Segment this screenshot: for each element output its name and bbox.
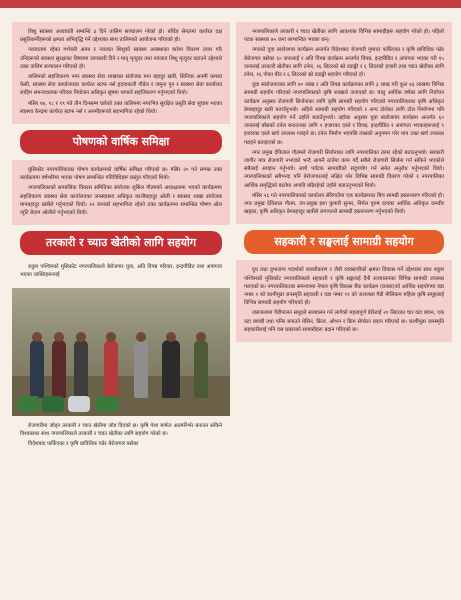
top-color-band <box>0 0 461 8</box>
vegetable-support-article-box <box>236 22 452 224</box>
left-column <box>12 22 230 600</box>
cooperative-article-box <box>236 260 452 342</box>
paragraph: मंसिर २६ गते नगरपालिकाको कार्यालय सेरिगाउँमा एक कार्यक्रमका बिच सामग्री हस्तान्तरण गरिएको हो। नगर प्रमुख देविलाल गौतम, उप-प्रमुख इशा कुमारी सुनार, निर्मल पुरुष दायका आर्थिक अधिकृत जनवीर खड्का, कृषि अधिकृत प्रेमबहादुर खत्रीले लगायतले सामाग्री हस्तान्तरण गर्नुभएको थियो। <box>244 192 444 216</box>
paragraph: रोजगारीमा जोड्न तरकारी र च्याउ खेतीमा जोड दिएको छ। कृषि पेशा मार्फत आत्मनिर्भर बनाउन सकिने विश्वासका साथ नगरपालिकाले तरकारी र च्याउ खेतीका लागि सहयोग गरेको छ। <box>20 422 222 437</box>
paragraph: युवा स्वरोजगारका लागि ४० लाख र अति विपन्न कार्यक्रमका लागि ३ लाख गरी कुल ४३ लाखमा विभिन्न सामाग्री सहयोग गरिएको नगरपालिकाको कृषि शाखाले जनाएको छ। चालु आर्थिक वर्षका लागि निर्वाचन कार्यक्रम अनुसार रोजगारी सिर्जनाका लागि कृषि सामाग्री सहयोग गरिएको नगरपालिकाका कृषि अधिकृत प्रेमबहादुर खत्री बताउँनुभयो। अहिले सामाग्री सहयोग गरिएको र अन्य टोलेका लागि टोल निर्माणमा पनि नगरपालिकाले सहयोग गर्ने उहाँले बताउँनुभयो। उहाँका अनुसार युवा स्वरोजगार कार्यक्रम अन्तर्गत ६० जनालाई बाँसको टनेल बनाउनका लागि ९ हजारका दरले र विपन्न, इन्द्रपीडित र अपांगता भएकाहरूलाई ९ हजारका दरले खर्च उपलब्ध गराइने छ। टनेल निर्माण भएपछि त्यसको अनुगमन गरेर मात्र उक्त खर्च उपलब्ध गराइने बताइएको छ। <box>244 82 444 146</box>
paragraph: रुकुम पश्चिमको मुसिकोट नगरपालिकाले बेरोजगार युवा, अति विपन्न परिवार, इन्द्रपीडित तथा अपांगता भएका व्यक्तिहरूलाई <box>20 264 222 279</box>
paragraph: शिशु स्वास्थ्य अध्यावती सम्बन्धि ३ दिने तालिम सञ्चालन गरेको हो। बर्थिङ सेन्टरमा कार्यरत दक्ष प्रसुतिकर्मीहरूको क्षमता अभिवृद्धि गर्ने उद्देश्यका साथ तालिमको आयोजना गरिएको हो। <box>20 29 222 44</box>
paragraph: नगरको युवा स्वरोजगार कार्यक्रम अन्तर्गत विदेशबाट रोजगारी गुमाएर फर्किएका र कृषि प्राविधिक पढेर बेरोजगार बसेका ६० जनालाई र अति विपन्न कार्यक्रम अन्तर्गत विपन्न, इन्द्रपीडित र अपांगता भएका गरी १५ जनालाई तरकारी खेतीका लागि टनेल, १६ लिटरको स्प्रे ट्याङ्की र ६ लिटरको हजारी तथा च्याउ खेतीका लागि टनेल, १६ पोका बीउ र ६ लिटरको स्प्रे ट्याङ्की सहयोग गरिएको हो। <box>244 47 444 79</box>
paragraph: मुसिकोट नगरपालिकाका पोषण कार्यक्रमको वार्षिक समिक्षा गरिएको छ। मंसिर २० गते सम्पन्न उक्त कार्यक्रममा वर्षभरिमा भएका पोषण सम्बन्धित गतिविधिहरू प्रस्तुत गरिएको थियो। <box>20 167 222 182</box>
paragraph: जलजलामा गैडीपालन समूहले सञ्चालन गर्न लागेको महत्वपूर्ण डेरीलाई २० लिटरका चार वटा क्यान, एक वटा क्याबी तथा पनिर बनाउने मेसिन, फ्रिज, ओभन र फ्रिम सेपरेटर प्रदान गरिएको छ। कामीमुडा जनस्मृति सहकारीलाई पनि यस प्रकारको सामाग्रीहरू प्रदान गरिएको छ। <box>244 310 444 333</box>
nutrition-review-heading: पोषणको वार्षिक समिक्षा <box>20 130 222 154</box>
paragraph: नवजातमा रहेका गर्भवती आमा र नवजात शिशुको स्वास्थ्य अवस्थाका बारेमा विवरण तयार गरि उनिहरूको स्वास्थ्य सुरक्षाका विषयमा जानकारी दिने र मातृ मृत्युदर तथा नवजात शिशु मृत्युदर घटाउने उद्देश्यले उक्त तालिम सञ्चालन गरिएको हो। <box>20 47 222 70</box>
right-column <box>236 22 452 600</box>
vegetable-mushroom-heading: तरकारी र च्याउ खेतीको लागि सहयोग <box>20 231 222 255</box>
handover-photo <box>12 288 230 416</box>
nutrition-article-box <box>12 160 230 225</box>
paragraph: नगर प्रमुख देविलाल गौतमले रोजगारी सिर्जनाका लागि नगरपालिका तत्पर रहेको बताउनुभयो। सरकारी जागीर मात्र रोजगारी नभएको भन्दै आफ्नै ठाउँमा काम गर्दै सबैले रोजगारी सिर्जना गर्न सकिने भएकोले सबैलाई आव्हान गर्नुभयो। साथै पर्यटक सामाग्रीको सदुपयोग गर्न समेत अनुरोध गर्नुभएको थियो। नगरपालिकाको सबैभन्दा पनि बेरोजगारलाई लक्षित गरेर विभिन्न सामाग्री वितरण गरेको र नगरपालिका आर्थिक समृद्धिको बाटोमा अगाडि बढिरहेको उहाँले बताउनुभएको थियो। <box>244 149 444 189</box>
cooperative-support-heading: सहकारी र सङ्घलाई सामाग्री सहयोग <box>244 230 444 254</box>
training-article-box <box>12 22 230 124</box>
paragraph: नगरपालिकाको सामाजिक विकास समितिका संयोजक शुसिल गौतमको अध्यक्षतामा भएको कार्यक्रममा सहजिकरण स्वास्थ्य सेवा कार्यालयका जनस्वास्थ्य अधिकृत कालीबहादुर ओली र स्वास्थ्य शाखा संयोजक मानबहादुर खत्रीले गर्नुभएको थियो। २२ जनाको सहभागिता रहेको उक्त कार्यक्रममा सम्बन्धित पोषण ओल न्युटि बेदाम ओलीले गर्नुभएको थियो। <box>20 185 222 217</box>
vegetable-article-continued <box>12 420 230 453</box>
paragraph: दुध तथा दुग्धजन्य पदार्थको बजारीकरण र जैवी व्यवसायीको क्षमता विकास गर्ने उद्देश्यका साथ रुकुम पश्चिमको मुसिकोट नगरपालिकाले सहकारी र कृषि सङ्घलाई दैनी सञ्चालनका विभिन्न सामाग्री उपलब्ध गराएको छ। नगरपालिकाका समन्वयमा नेपाल कृषि विकास बैंक कार्यक्रम (प्रवास)को आर्थिक सहयोगमा वडा नम्बर ९ को कामीमुडा जनस्मृति सहकारी र वडा नम्बर ११ को जलजला गैडी मौलिकम महिला कृषि समूहलाई विभिन्न सामाग्री सहयोग गरिएको हो। <box>244 267 444 307</box>
paragraph: विदेशबाट फर्किएका र कृषि प्राविधिक पढेर बेरोजगार बसेका <box>28 441 139 448</box>
paragraph: नगरपालिकाले तरकारी र च्याउ खेतीका लागि आवश्यक विभिन्न सामाग्रीहरू सहयोग गरेको हो। पहिलो पटक स्वस्थ्यर ७५ जना लाभान्वित भएका छन्। <box>244 29 444 44</box>
paragraph: मंसिर १७, १८ र १९ गते तीन दिनसम्म चलेको उक्त तालिममा नगरभित्र सुरक्षित प्रसूति सेवा सुचारु भएका स्वास्थ्य केन्द्रमा कार्यरत स्टाफ नर्स र अनमीहरूको सहभागिता रहेको थियो। <box>20 100 222 115</box>
vegetable-article-intro <box>12 261 230 283</box>
paragraph: तालिमको सहजिकरण नगर स्वास्थ्य सेवा शाखाका संयोजक मान बहादुर खत्री, सिनियर अनमी कमला केसी, स्वास्थ्य सेवा कार्यालयका कार्यरत स्टाफ नर्स हृदयाकली गौडेल र जमुना पुन र स्वास्थ्य सेवा कार्यालय लाहिम समन्वयात्मक परिवार नियोजन अधिकृत सुषमा थापाले सहजिकरण गर्नुभएको थियो। <box>20 74 222 97</box>
